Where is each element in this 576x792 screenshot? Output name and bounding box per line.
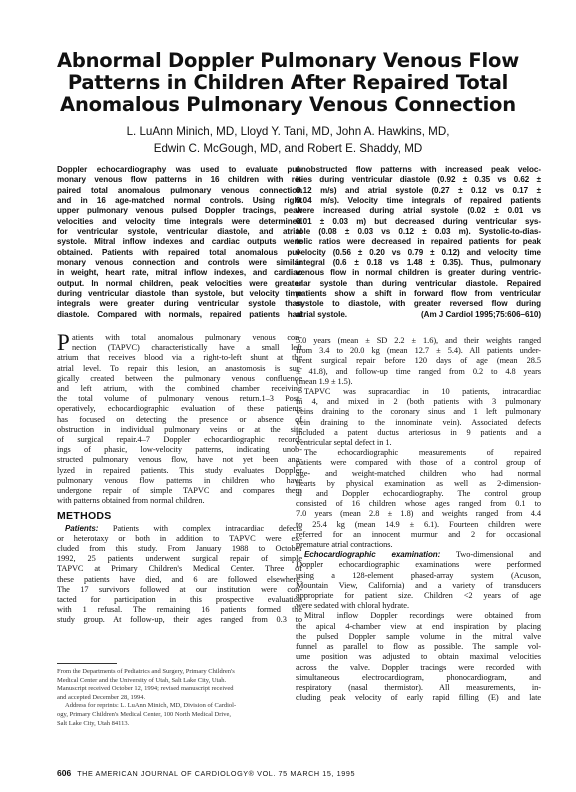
abstract-line: systole to diastole, with greater reversed flow during [296,299,541,309]
body-line: to 25.4 kg (mean 14.9 ± 6.1). Fourteen children were [296,519,541,529]
body-line: in 4, and mixed in 2 (both patients with 3 pulmonary [296,397,541,407]
body-line [296,550,541,560]
running-footer [57,768,557,778]
body-line: pulmonary venous flow patterns in children who have [57,475,302,485]
body-line: ventricular septal defect in 1. [296,438,392,448]
abstract-line: 0.04 m/s). Velocity time integrals of repaired patients [296,196,541,206]
body-left-column [57,330,302,626]
footnote-line: Manuscript received October 12, 1994; revised manuscript received [57,685,234,693]
body-line: gically created between the pulmonary venous confluence [57,373,302,383]
body-line: funnel as parallel to flow as possible. The sample vol- [296,642,541,652]
body-line: ume position was adjusted to obtain maximal velocities [296,652,541,662]
title-line: Abnormal Doppler Pulmonary Venous Flow [56,49,520,72]
body-line: with 1 refusal. The remaining 16 patients formed the [57,605,302,615]
abstract-line: were increased during atrial systole (0.02 ± 0.01 vs [296,206,541,216]
body-line: simultaneous electrocardiogram, phonocardiogram, and [296,672,541,682]
abstract-line: tolic ratios were decreased in repaired patients for peak [296,237,541,247]
abstract-line: unobstructed flow patterns with increased peak veloc- [296,165,541,174]
body-line: referred for an innocent murmur and 2 for occasional [296,529,541,539]
body-line: with patterns obtained from normal children. [57,496,205,506]
footnote-line: Salt Lake City, Utah 84113. [57,719,130,727]
body-text: Two-dimensional and [440,550,541,560]
body-line: hearts by physical examination as well as 2-dimension- [296,478,541,488]
runin-heading: Patients: [65,523,99,533]
body-text: Patients with complex intracardiac defects [98,523,302,533]
body-line: Doppler echocardiographic examinations were performed [296,560,541,570]
footnote-line: Medical Center and the University of Utah, Salt Lake City, Utah. [57,676,227,684]
body-line: respiratory (nasal thermistor). All measurements, in- [296,682,541,692]
body-right-column [296,336,541,703]
body-line: lyzed in repaired patients. This study evaluates Doppler [57,465,302,475]
abstract-line: and in 16 age-matched normal controls. Using right [57,196,302,206]
abstract-right [296,165,541,320]
body-line: Mitral inflow Doppler recordings were obtained from [304,611,541,621]
body-line: TAPVC was supracardiac in 10 patients, intracardiac [304,387,541,397]
intro-paragraph [57,330,302,506]
body-line: patients were compared with those of a control group of [296,458,541,468]
title-line: Patterns in Children After Repaired Total [67,71,509,94]
footnote-line: From the Departments of Pediatrics and Surgery, Primary Children's [57,668,235,675]
abstract-line: obtained. Patients with repaired total anomalous pul- [57,247,302,257]
runin-heading: Echocardiographic examination: [304,550,441,560]
body-line: cluding peak velocity of early rapid filling (E) and late [296,693,541,703]
abstract-line: velocities and velocity time integrals were determined [57,216,302,226]
abstract-line: during ventricular diastole than systole, but velocity time [57,289,302,299]
abstract-line: 0.12 m/s) and atrial systole (0.27 ± 0.12 vs 0.17 ± [296,185,541,195]
body-line: structed pulmonary venous flow, have not yet been ana- [57,455,302,465]
abstract-line: ities during ventricular diastole (0.92 ± 0.35 vs 0.62 ± [296,175,541,185]
body-line: has focused on detecting the presence or absence of [57,414,302,424]
footnote-line: Address for reprints: L. LuAnn Minich, MD, Division of Cardiol- [65,702,237,710]
body-line: across the valve. Doppler tracings were recorded with [296,662,541,672]
abstract-line: Doppler echocardiography was used to evaluate pul- [57,165,302,174]
body-line: The 17 survivors followed at our institution were con- [57,584,302,594]
author-line: L. LuAnn Minich, MD, Lloyd Y. Tani, MD, John A. Hawkins, MD, [126,125,450,138]
body-line: veins draining to the coronary sinus and 1 left pulmonary [296,407,541,417]
footnote-line: and accepted December 28, 1994. [57,693,146,701]
body-line: or heterotaxy or both in addition to TAPVC were ex- [57,533,302,543]
abstract-line: venous flow in normal children is greater during ventric- [296,268,541,278]
abstract-line: diastole. Compared with normals, repaired patients had [57,309,302,319]
abstract-line: atrial systole. [296,309,347,319]
body-line: ings of phasic, low-velocity patterns, indicating unob- [57,445,302,455]
body-line: ± 41.8), and follow-up time ranged from 0.2 to 4.8 years [296,366,541,376]
body-line: consisted of 16 children whose ages ranged from 0.1 to [296,499,541,509]
title-line: Anomalous Pulmonary Venous Connection [60,93,516,116]
abstract-line: paired total anomalous pulmonary venous connection [57,185,302,195]
abstract-line: systole. Mitral inflow indexes and cardiac outputs were [57,237,302,247]
body-line: 7.0 years (mean 2.8 ± 1.8) and weights ranged from 4.4 [296,509,541,519]
body-line: premature atrial contractions. [296,540,393,550]
body-line: included a patent ductus arteriosus in 9 patients and a [296,427,541,437]
author-list [30,123,546,157]
body-line: the pulsed Doppler sample volume in the mitral valve [296,631,541,641]
body-line: 5.0 years (mean ± SD 2.2 ± 1.6), and their weights ranged [296,336,541,345]
abstract-line: velocity (0.56 ± 0.20 vs 0.79 ± 0.12) and velocity time [296,247,541,257]
body-line: and left atrium, with the combined chamber receiving [57,384,302,394]
body-line: atrium that receives blood via a right-to-left shunt at the [57,353,302,363]
body-line: of surgical repair.4–7 Doppler echocardiographic record- [57,435,302,445]
body-line: TAPVC at Primary Children's Medical Center. Three of [57,564,302,574]
footnote-divider [57,663,117,664]
abstract-line: in weight, heart rate, mitral inflow indexes, and cardiac [57,268,302,278]
page-number: 606 [57,768,72,778]
body-line: vein draining to the innominate vein). Associated defects [296,417,541,427]
abstract-last-line [296,310,541,320]
body-line: nection (TAPVC) characteristically have a small left [72,343,302,353]
abstract-line: patients show a shift in forward flow from ventricular [296,289,541,299]
body-line: appropriate for patient size. Children <2 years of age [296,591,541,601]
body-line: 1992, 25 patients underwent surgical repair of simple [57,554,302,564]
citation: (Am J Cardiol 1995;75:606–610) [421,309,541,319]
body-line: Mountain View, California) and a variety of transducers [296,580,541,590]
body-line: cluded from this study. From January 1988 to October [57,544,302,554]
abstract-left [57,165,302,320]
body-line: the total volume of pulmonary venous return.1–3 Post- [57,394,302,404]
abstract-line: tole (0.08 ± 0.03 vs 0.12 ± 0.03 m). Systolic-to-dias- [296,227,541,237]
body-line: al and Doppler echocardiography. The control group [296,489,541,499]
body-line: these patients have died, and 6 are followed elsewhere. [57,574,302,584]
body-line: went surgical repair before 120 days of age (mean 28.5 [296,356,541,366]
abstract-line: integrals were greater during ventricular systole than [57,299,302,309]
journal-info: THE AMERICAN JOURNAL OF CARDIOLOGY® VOL. 75 MARCH 15, 1995 [77,769,356,778]
body-line: tacted for participation in this prospective evaluation [57,595,302,605]
body-line: The echocardiographic measurements of repaired [304,448,541,458]
body-line: (mean 1.9 ± 1.5). [296,376,353,386]
footnote-line: ogy, Primary Children's Medical Center, 100 North Medical Drive, [57,710,231,718]
body-line: undergone repair of simple TAPVC and compares them [57,486,302,496]
abstract-line: monary venous flow patterns in 16 children with re- [57,175,302,185]
abstract-line: output. In normal children, peak velocities were greater [57,278,302,288]
body-line: obstruction in individual pulmonary veins or at the site [57,424,302,434]
body-line: study group. At follow-up, their ages ranged from 0.3 to [57,615,302,625]
body-line: using a 128-element phased-array system (Acuson, [296,570,541,580]
abstract-line: for ventricular systole, ventricular diastole, and atrial [57,227,302,237]
body-line: atients with total anomalous pulmonary venous con- [72,333,302,342]
abstract-line: monary venous connection and controls were similar [57,258,302,268]
body-line: age- and weight-matched children who had normal [296,468,541,478]
body-line: atrial level. To repair this lesion, an anastomosis is sur- [57,363,302,373]
footnote [57,668,302,728]
body-line: from 3.4 to 20.0 kg (mean 12.7 ± 5.4). All patients under- [296,346,541,356]
article-title [30,50,546,116]
body-line: were sedated with chloral hydrate. [296,601,409,611]
author-line: Edwin C. McGough, MD, and Robert E. Shaddy, MD [153,142,423,155]
section-heading-methods: METHODS [57,510,112,523]
body-line: the apical 4-chamber view at end inspiration by placing [296,621,541,631]
abstract-line: ular systole than during ventricular diastole. Repaired [296,278,541,288]
abstract-line: 0.01 ± 0.03 m) but decreased during ventricular sys- [296,216,541,226]
drop-cap: P [57,330,70,355]
abstract-line: integral (0.6 ± 0.18 vs 1.48 ± 0.35). Thus, pulmonary [296,258,541,268]
body-line [57,524,302,534]
body-line: operatively, echocardiographic evaluation of these patients [57,404,302,414]
abstract-line: upper pulmonary venous pulsed Doppler tracings, peak [57,206,302,216]
